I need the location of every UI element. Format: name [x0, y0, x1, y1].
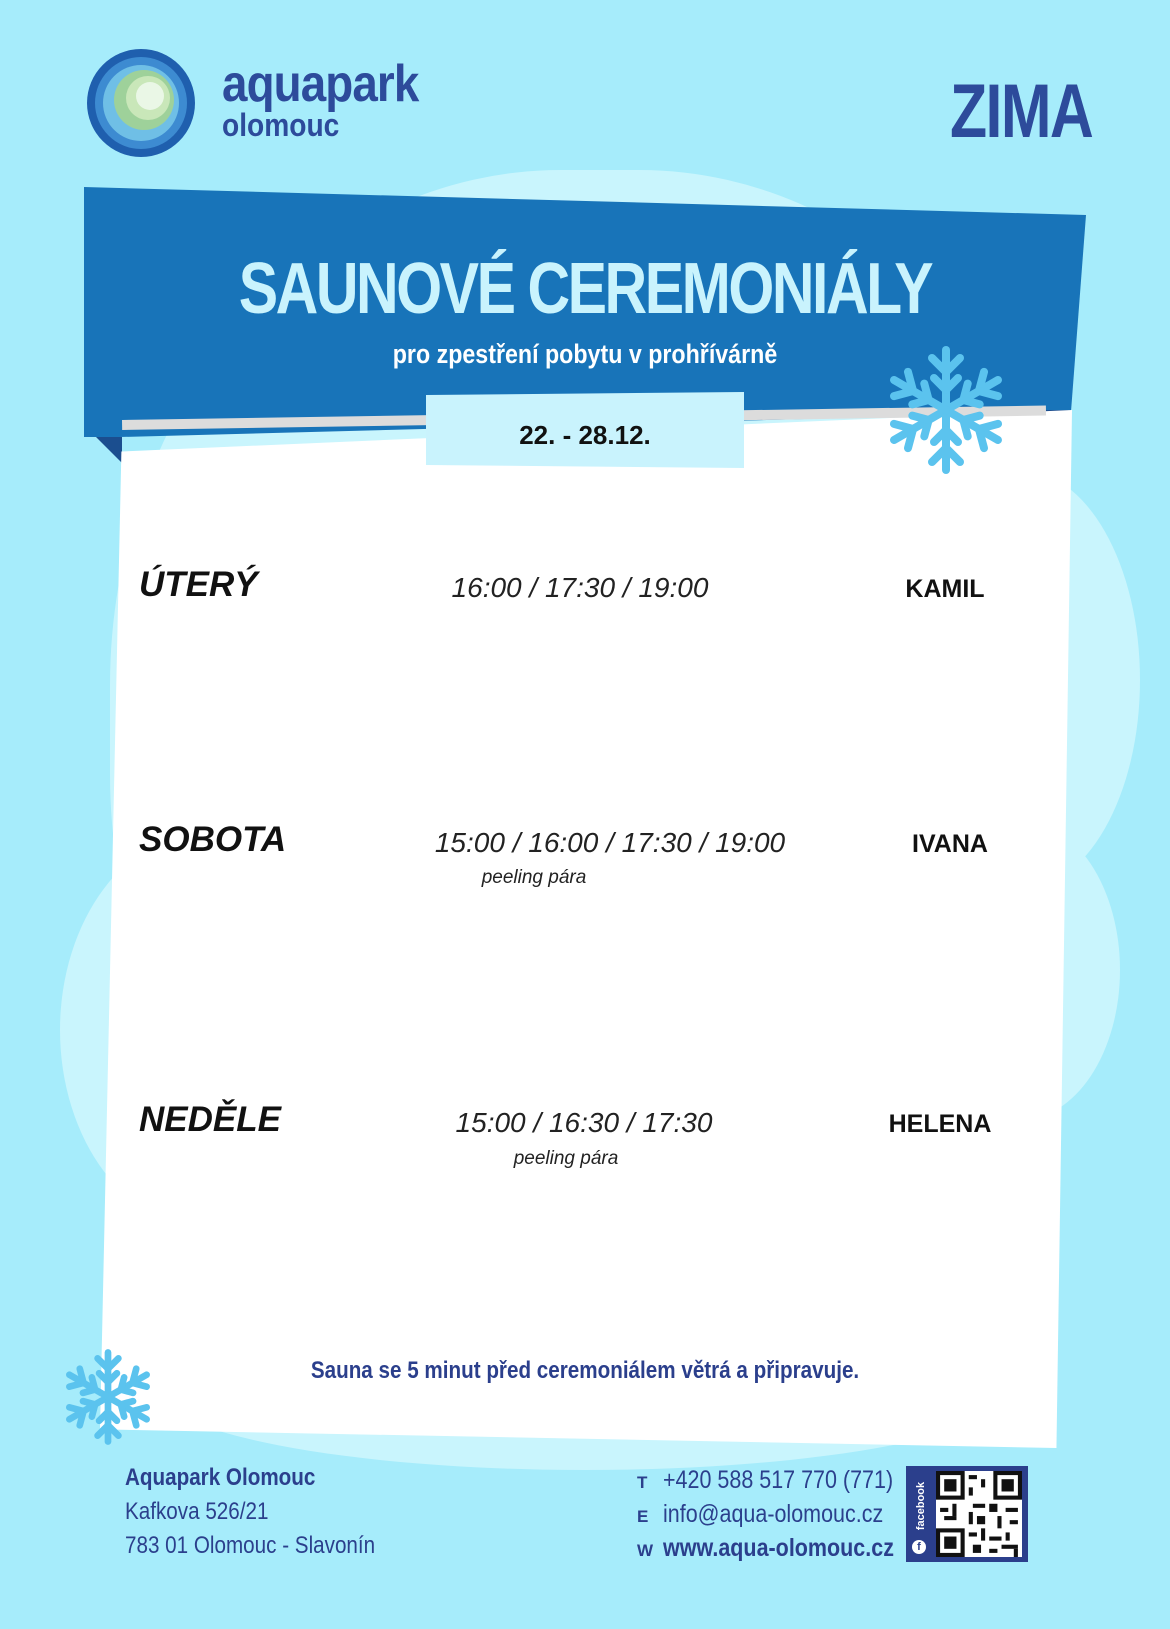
qr-code-icon — [936, 1471, 1022, 1557]
schedule-day: ÚTERÝ — [139, 565, 258, 604]
facebook-label: facebook — [915, 1481, 927, 1531]
schedule-day: SOBOTA — [139, 820, 287, 859]
banner-fold-left — [96, 437, 122, 463]
schedule-note: peeling pára — [481, 867, 587, 888]
sauna-notice: Sauna se 5 minut před ceremoniálem větrá a připravuje. — [310, 1357, 860, 1384]
schedule-note: peeling pára — [513, 1148, 619, 1169]
email-label: E — [637, 1507, 649, 1526]
schedule-host: KAMIL — [905, 575, 985, 603]
logo-name-secondary: olomouc — [222, 107, 340, 143]
schedule-times: 16:00 / 17:30 / 19:00 — [451, 572, 709, 603]
web-link[interactable]: www.aqua-olomouc.cz — [663, 1534, 894, 1562]
email-link[interactable]: info@aqua-olomouc.cz — [663, 1500, 884, 1528]
address-city: 783 01 Olomouc - Slavonín — [125, 1532, 376, 1559]
schedule-day: NEDĚLE — [139, 1100, 281, 1139]
logo-name-primary: aquapark — [222, 55, 419, 113]
phone-label: T — [637, 1473, 648, 1492]
facebook-icon: f — [912, 1540, 926, 1554]
snowflake-icon — [876, 340, 1016, 480]
season-label: ZIMA — [950, 69, 1093, 154]
schedule-host: IVANA — [912, 830, 988, 858]
address-name: Aquapark Olomouc — [125, 1464, 316, 1491]
page-subtitle: pro zpestření pobytu v prohřívárně — [392, 339, 778, 369]
aquapark-logo — [82, 44, 200, 162]
phone-number: +420 588 517 770 (771) — [663, 1466, 894, 1494]
logo-ring-icon — [82, 44, 200, 162]
schedule-times: 15:00 / 16:30 / 17:30 — [455, 1107, 713, 1138]
facebook-qr-block[interactable] — [906, 1466, 1028, 1562]
web-label: W — [637, 1541, 654, 1560]
address-street: Kafkova 526/21 — [125, 1498, 269, 1525]
schedule-host: HELENA — [888, 1110, 992, 1138]
schedule-times: 15:00 / 16:00 / 17:30 / 19:00 — [434, 827, 786, 858]
page-title: SAUNOVÉ CEREMONIÁLY — [238, 249, 932, 329]
date-range: 22. - 28.12. — [519, 420, 651, 450]
